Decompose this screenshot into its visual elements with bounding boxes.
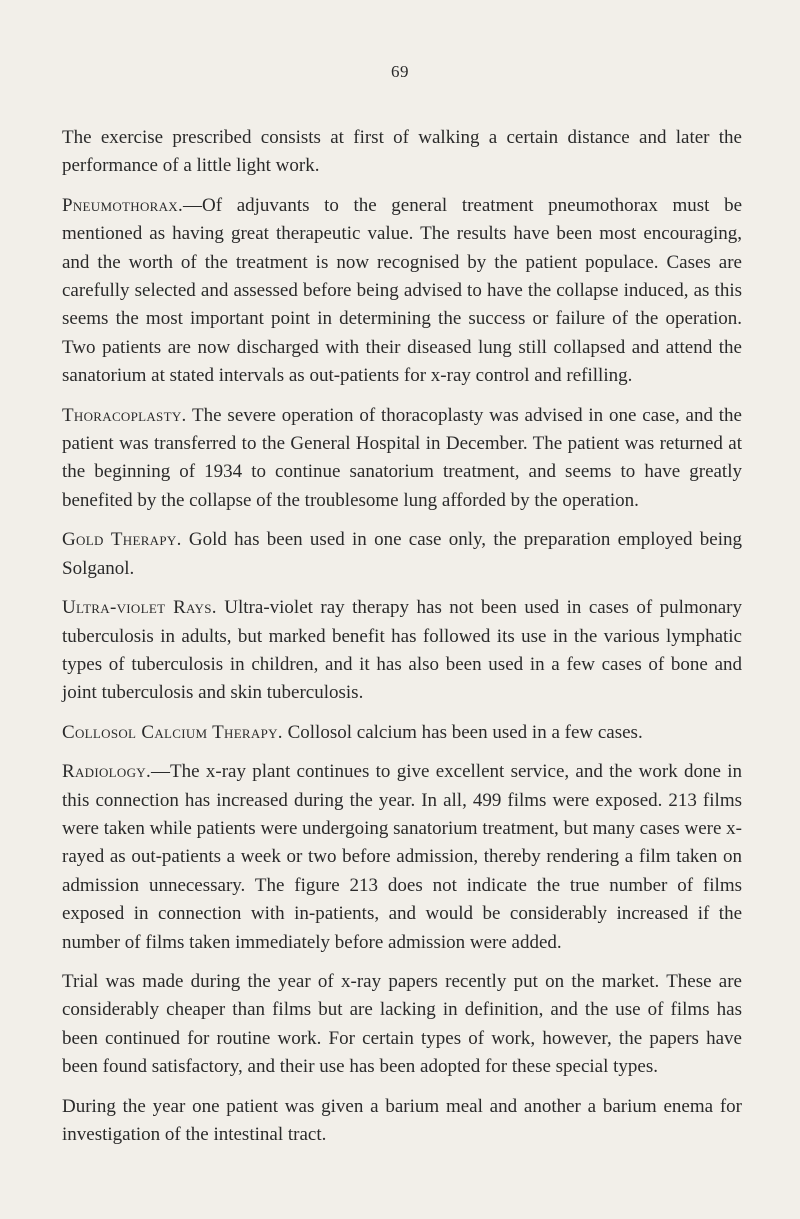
paragraph-text: Ultra-violet ray therapy has not been used in cases of pulmonary tuberculosis in adults, but marked benefit has followed its use in the various lymphatic types of tuberculosis in children, and it has also been used in a few cases of bone and joint tuberculosis and skin tuberculosis.: [62, 597, 742, 704]
paragraph-text: —The x-ray plant continues to give excellent service, and the work done in this connection has increased during the year. In all, 499 films were exposed. 213 films were taken while patients were undergoing sanatorium treatment, but many cases were x-rayed as out-patients a week or two before admission, thereby rendering a film taken on admission unnecessary. The figure 213 does not indicate the true number of films exposed in connection with in-patients, and would be considerably increased if the number of films taken immediately before admission were added.: [62, 761, 742, 953]
paragraph-text: —Of adjuvants to the general treatment pneumothorax must be mentioned as having great therapeutic value. The results have been most encouraging, and the worth of the treatment is now recognised by the patient populace. Cases are carefully selected and assessed before being advised to have the collapse induced, as this seems the most important point in determining the success or failure of the operation. Two patients are now discharged with their diseased lung still collapsed and attend the sanatorium at stated intervals as out-patients for x-ray control and refilling.: [62, 194, 742, 387]
paragraph-text: Collosol calcium has been used in a few cases.: [282, 721, 643, 743]
section-heading-collosol-calcium: Collosol Calcium Therapy.: [62, 721, 283, 743]
paragraph-barium: [62, 1093, 742, 1150]
paragraph-text: The exercise prescribed consists at first of walking a certain distance and later the performance of a little light work.: [62, 127, 742, 177]
paragraph-radiology: [62, 758, 742, 957]
paragraph-text: During the year one patient was given a barium meal and another a barium enema for investigation of the intestinal tract.: [62, 1095, 742, 1145]
paragraph-text: Trial was made during the year of x-ray papers recently put on the market. These are considerably cheaper than films but are lacking in definition, and the use of films has been continued for routine work. For certain types of work, however, the papers have been found satisfactory, and their use has been adopted for these special types.: [62, 970, 742, 1078]
paragraph-thoracoplasty: [62, 402, 742, 516]
paragraph-xray-papers: [62, 968, 742, 1082]
paragraph-pneumothorax: [62, 192, 742, 391]
section-heading-radiology: Radiology.: [62, 761, 152, 783]
paragraph-gold-therapy: [62, 526, 742, 583]
paragraph-text: Gold has been used in one case only, the preparation employed being Solganol.: [62, 529, 742, 579]
section-heading-pneumothorax: Pneumothorax.: [62, 194, 184, 216]
section-heading-gold-therapy: Gold Therapy.: [62, 529, 182, 551]
section-heading-thoracoplasty: Thoracoplasty.: [62, 404, 187, 426]
paragraph-ultra-violet: [62, 594, 742, 708]
paragraph-text: The severe operation of thoracoplasty was advised in one case, and the patient was transferred to the General Hospital in December. The patient was returned at the beginning of 1934 to continue sanatorium treatment, and seems to have greatly benefited by the collapse of the troublesome lung afforded by the operation.: [62, 404, 742, 511]
page-number: 69: [391, 62, 409, 81]
section-heading-ultra-violet: Ultra-violet Rays.: [62, 597, 217, 619]
document-body: [62, 124, 742, 1160]
paragraph-collosol-calcium: [62, 719, 742, 747]
paragraph-exercise: [62, 124, 742, 181]
